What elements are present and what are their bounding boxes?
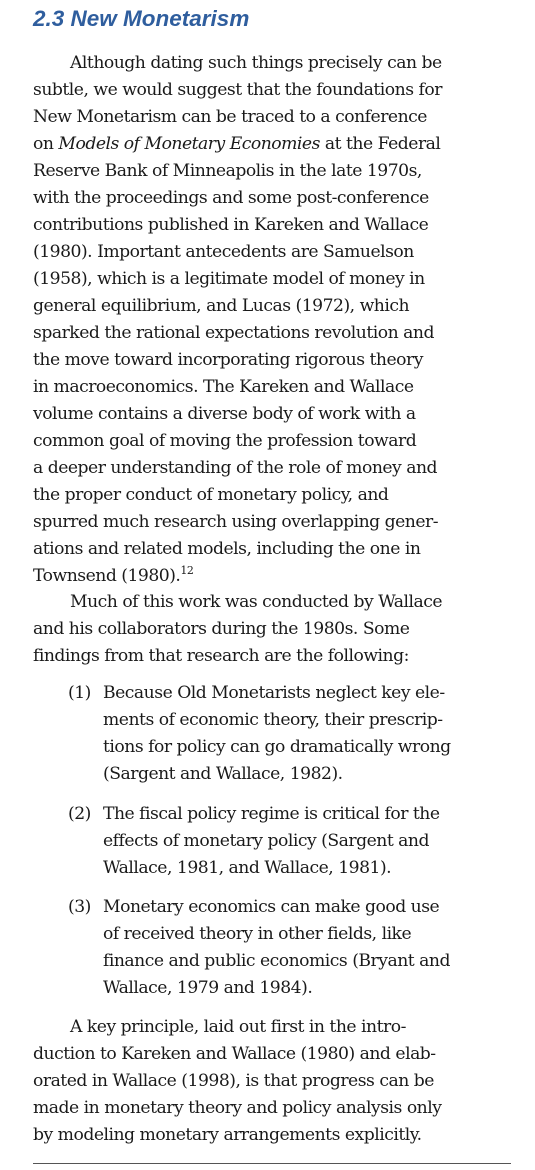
text-line: effects of monetary policy (Sargent and — [103, 831, 430, 851]
text-line: sparked the rational expectations revolution and — [33, 323, 434, 343]
text-line: Wallace, 1979 and 1984). — [103, 978, 313, 998]
text-fragment: Townsend (1980). — [33, 566, 181, 586]
text-line-with-italic — [33, 131, 533, 158]
footnote-marker: 12 — [180, 564, 194, 577]
finding-item-3 — [68, 894, 533, 1002]
text-line: the proper conduct of monetary policy, and — [33, 485, 389, 505]
text-line: ments of economic theory, their prescrip- — [103, 710, 443, 730]
text-line: common goal of moving the profession toward — [33, 431, 417, 451]
text-line: tions for policy can go dramatically wrong — [103, 737, 451, 757]
text-line: Much of this work was conducted by Wallace — [70, 592, 443, 612]
italic-title: Models of Monetary Economies — [58, 134, 320, 154]
list-number: (1) — [68, 683, 91, 703]
text-line: Although dating such things precisely can be — [70, 53, 442, 73]
text-line: Reserve Bank of Minneapolis in the late 1970s, — [33, 161, 422, 181]
text-line: ations and related models, including the one in — [33, 539, 421, 559]
text-line: (Sargent and Wallace, 1982). — [103, 764, 343, 784]
text-line: made in monetary theory and policy analysis only — [33, 1098, 442, 1118]
text-line-with-footnote — [33, 563, 533, 590]
text-line: duction to Kareken and Wallace (1980) and elab- — [33, 1044, 436, 1064]
text-line: spurred much research using overlapping gener- — [33, 512, 439, 532]
paragraph-1 — [33, 50, 533, 590]
text-fragment: on — [33, 134, 54, 154]
text-line: a deeper understanding of the role of money and — [33, 458, 438, 478]
text-line: and his collaborators during the 1980s. Some — [33, 619, 410, 639]
text-line — [68, 894, 533, 921]
text-line — [68, 801, 533, 828]
text-line: finance and public economics (Bryant and — [103, 951, 450, 971]
footnote-divider — [33, 1163, 511, 1164]
list-number: (2) — [68, 804, 91, 824]
text-line: (1958), which is a legitimate model of money in — [33, 269, 425, 289]
text-line: New Monetarism can be traced to a conference — [33, 107, 427, 127]
text-line: with the proceedings and some post-conference — [33, 188, 429, 208]
text-line: findings from that research are the following: — [33, 646, 409, 666]
text-line: (1980). Important antecedents are Samuelson — [33, 242, 414, 262]
text-line: Wallace, 1981, and Wallace, 1981). — [103, 858, 392, 878]
finding-item-2 — [68, 801, 533, 882]
section-heading: 2.3 New Monetarism — [33, 6, 250, 31]
text-line: contributions published in Kareken and Wallace — [33, 215, 429, 235]
text-fragment: Monetary economics can make good use — [103, 897, 440, 917]
text-line — [68, 680, 533, 707]
text-line: general equilibrium, and Lucas (1972), which — [33, 296, 410, 316]
text-line: in macroeconomics. The Kareken and Wallace — [33, 377, 414, 397]
text-fragment: The fiscal policy regime is critical for the — [103, 804, 440, 824]
text-fragment: Because Old Monetarists neglect key ele- — [103, 683, 445, 703]
text-line: by modeling monetary arrangements explicitly. — [33, 1125, 422, 1145]
text-line: volume contains a diverse body of work with a — [33, 404, 416, 424]
list-number: (3) — [68, 897, 91, 917]
paragraph-3 — [33, 1014, 533, 1149]
text-line: subtle, we would suggest that the foundations for — [33, 80, 442, 100]
text-line: A key principle, laid out first in the intro- — [70, 1017, 406, 1037]
finding-item-1 — [68, 680, 533, 788]
text-line: orated in Wallace (1998), is that progress can be — [33, 1071, 434, 1091]
text-line: the move toward incorporating rigorous theory — [33, 350, 423, 370]
text-line: of received theory in other fields, like — [103, 924, 412, 944]
paragraph-2 — [33, 589, 533, 670]
text-fragment: at the Federal — [324, 134, 441, 154]
